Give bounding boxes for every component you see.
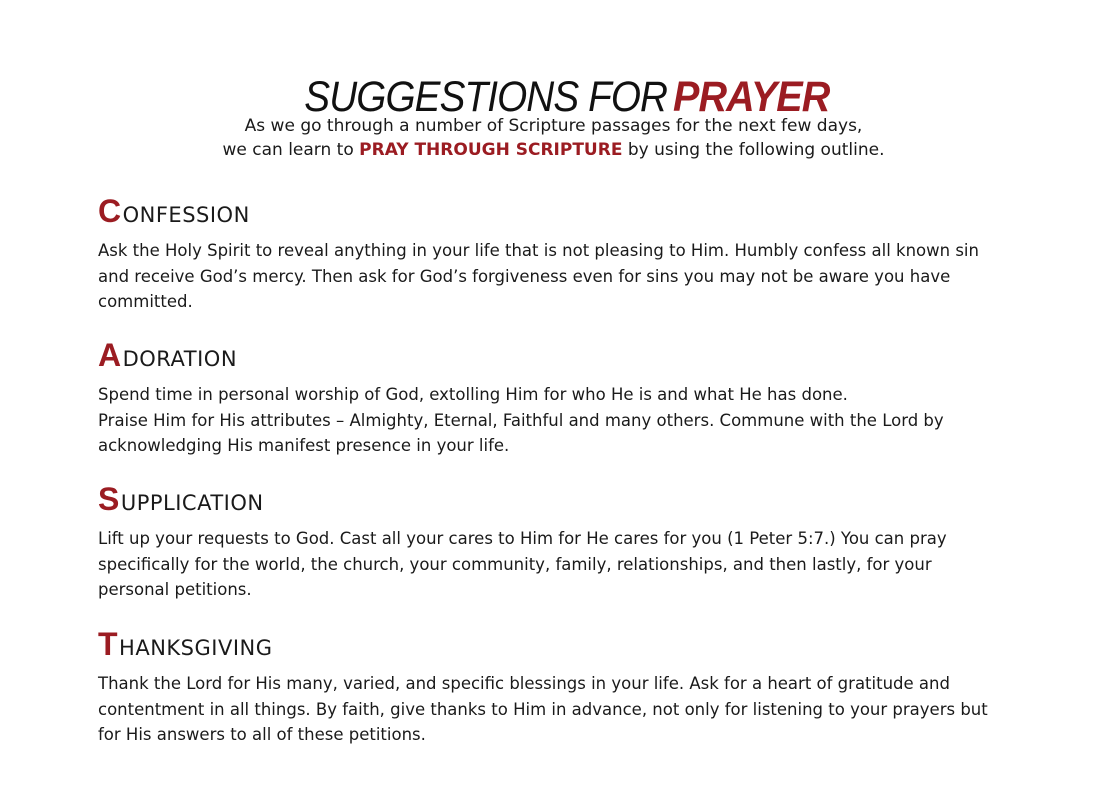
section-heading bbox=[98, 337, 1008, 374]
intro-line-2-after: by using the following outline. bbox=[622, 140, 885, 160]
section-heading bbox=[98, 193, 1008, 230]
intro-text bbox=[0, 114, 1107, 162]
section-heading-rest: HANKSGIVING bbox=[119, 636, 273, 660]
section-body-line-2: Praise Him for His attributes – Almighty, Eternal, Faithful and many others. Commune with the Lord by acknowledging His manifest presence in your life. bbox=[98, 410, 944, 455]
section-heading-rest: ONFESSION bbox=[122, 203, 250, 227]
section-supplication bbox=[98, 481, 1008, 603]
section-heading bbox=[98, 626, 1008, 663]
intro-line-2-before: we can learn to bbox=[222, 140, 360, 160]
section-heading-rest: UPPLICATION bbox=[120, 491, 264, 515]
section-body: Thank the Lord for His many, varied, and specific blessings in your life. Ask for a heart of gratitude and contentment in all things. By faith, give thanks to Him in advance, not only for listening to your prayers but for His answers to all of these petitions. bbox=[98, 674, 988, 744]
title-light-part: SUGGESTIONS FOR bbox=[304, 72, 668, 121]
intro-line-1: As we go through a number of Scripture passages for the next few days, bbox=[244, 116, 863, 136]
section-heading bbox=[98, 481, 1008, 518]
intro-highlight: PRAY THROUGH SCRIPTURE bbox=[359, 140, 623, 160]
section-initial: S bbox=[98, 481, 120, 517]
section-adoration bbox=[98, 337, 1008, 459]
section-body-line-1: Spend time in personal worship of God, extolling Him for who He is and what He has done. bbox=[98, 385, 848, 404]
title-bold-part: PRAYER bbox=[673, 72, 830, 121]
section-initial: T bbox=[98, 626, 119, 662]
section-initial: A bbox=[98, 337, 122, 373]
section-body: Lift up your requests to God. Cast all your cares to Him for He cares for you (1 Peter 5:7.) You can pray specifically for the world, the church, your community, family, relationships, and then lastly, for your personal petitions. bbox=[98, 529, 947, 599]
section-body bbox=[98, 382, 1008, 459]
section-body: Ask the Holy Spirit to reveal anything in your life that is not pleasing to Him. Humbly confess all known sin and receive God’s mercy. Then ask for God’s forgiveness even for sins you may not be aware you have committed. bbox=[98, 241, 979, 311]
section-initial: C bbox=[98, 193, 122, 229]
intro-line-2 bbox=[0, 138, 1107, 162]
section-heading-rest: DORATION bbox=[122, 347, 238, 371]
section-confession bbox=[98, 193, 1008, 315]
section-thanksgiving bbox=[98, 626, 1008, 748]
